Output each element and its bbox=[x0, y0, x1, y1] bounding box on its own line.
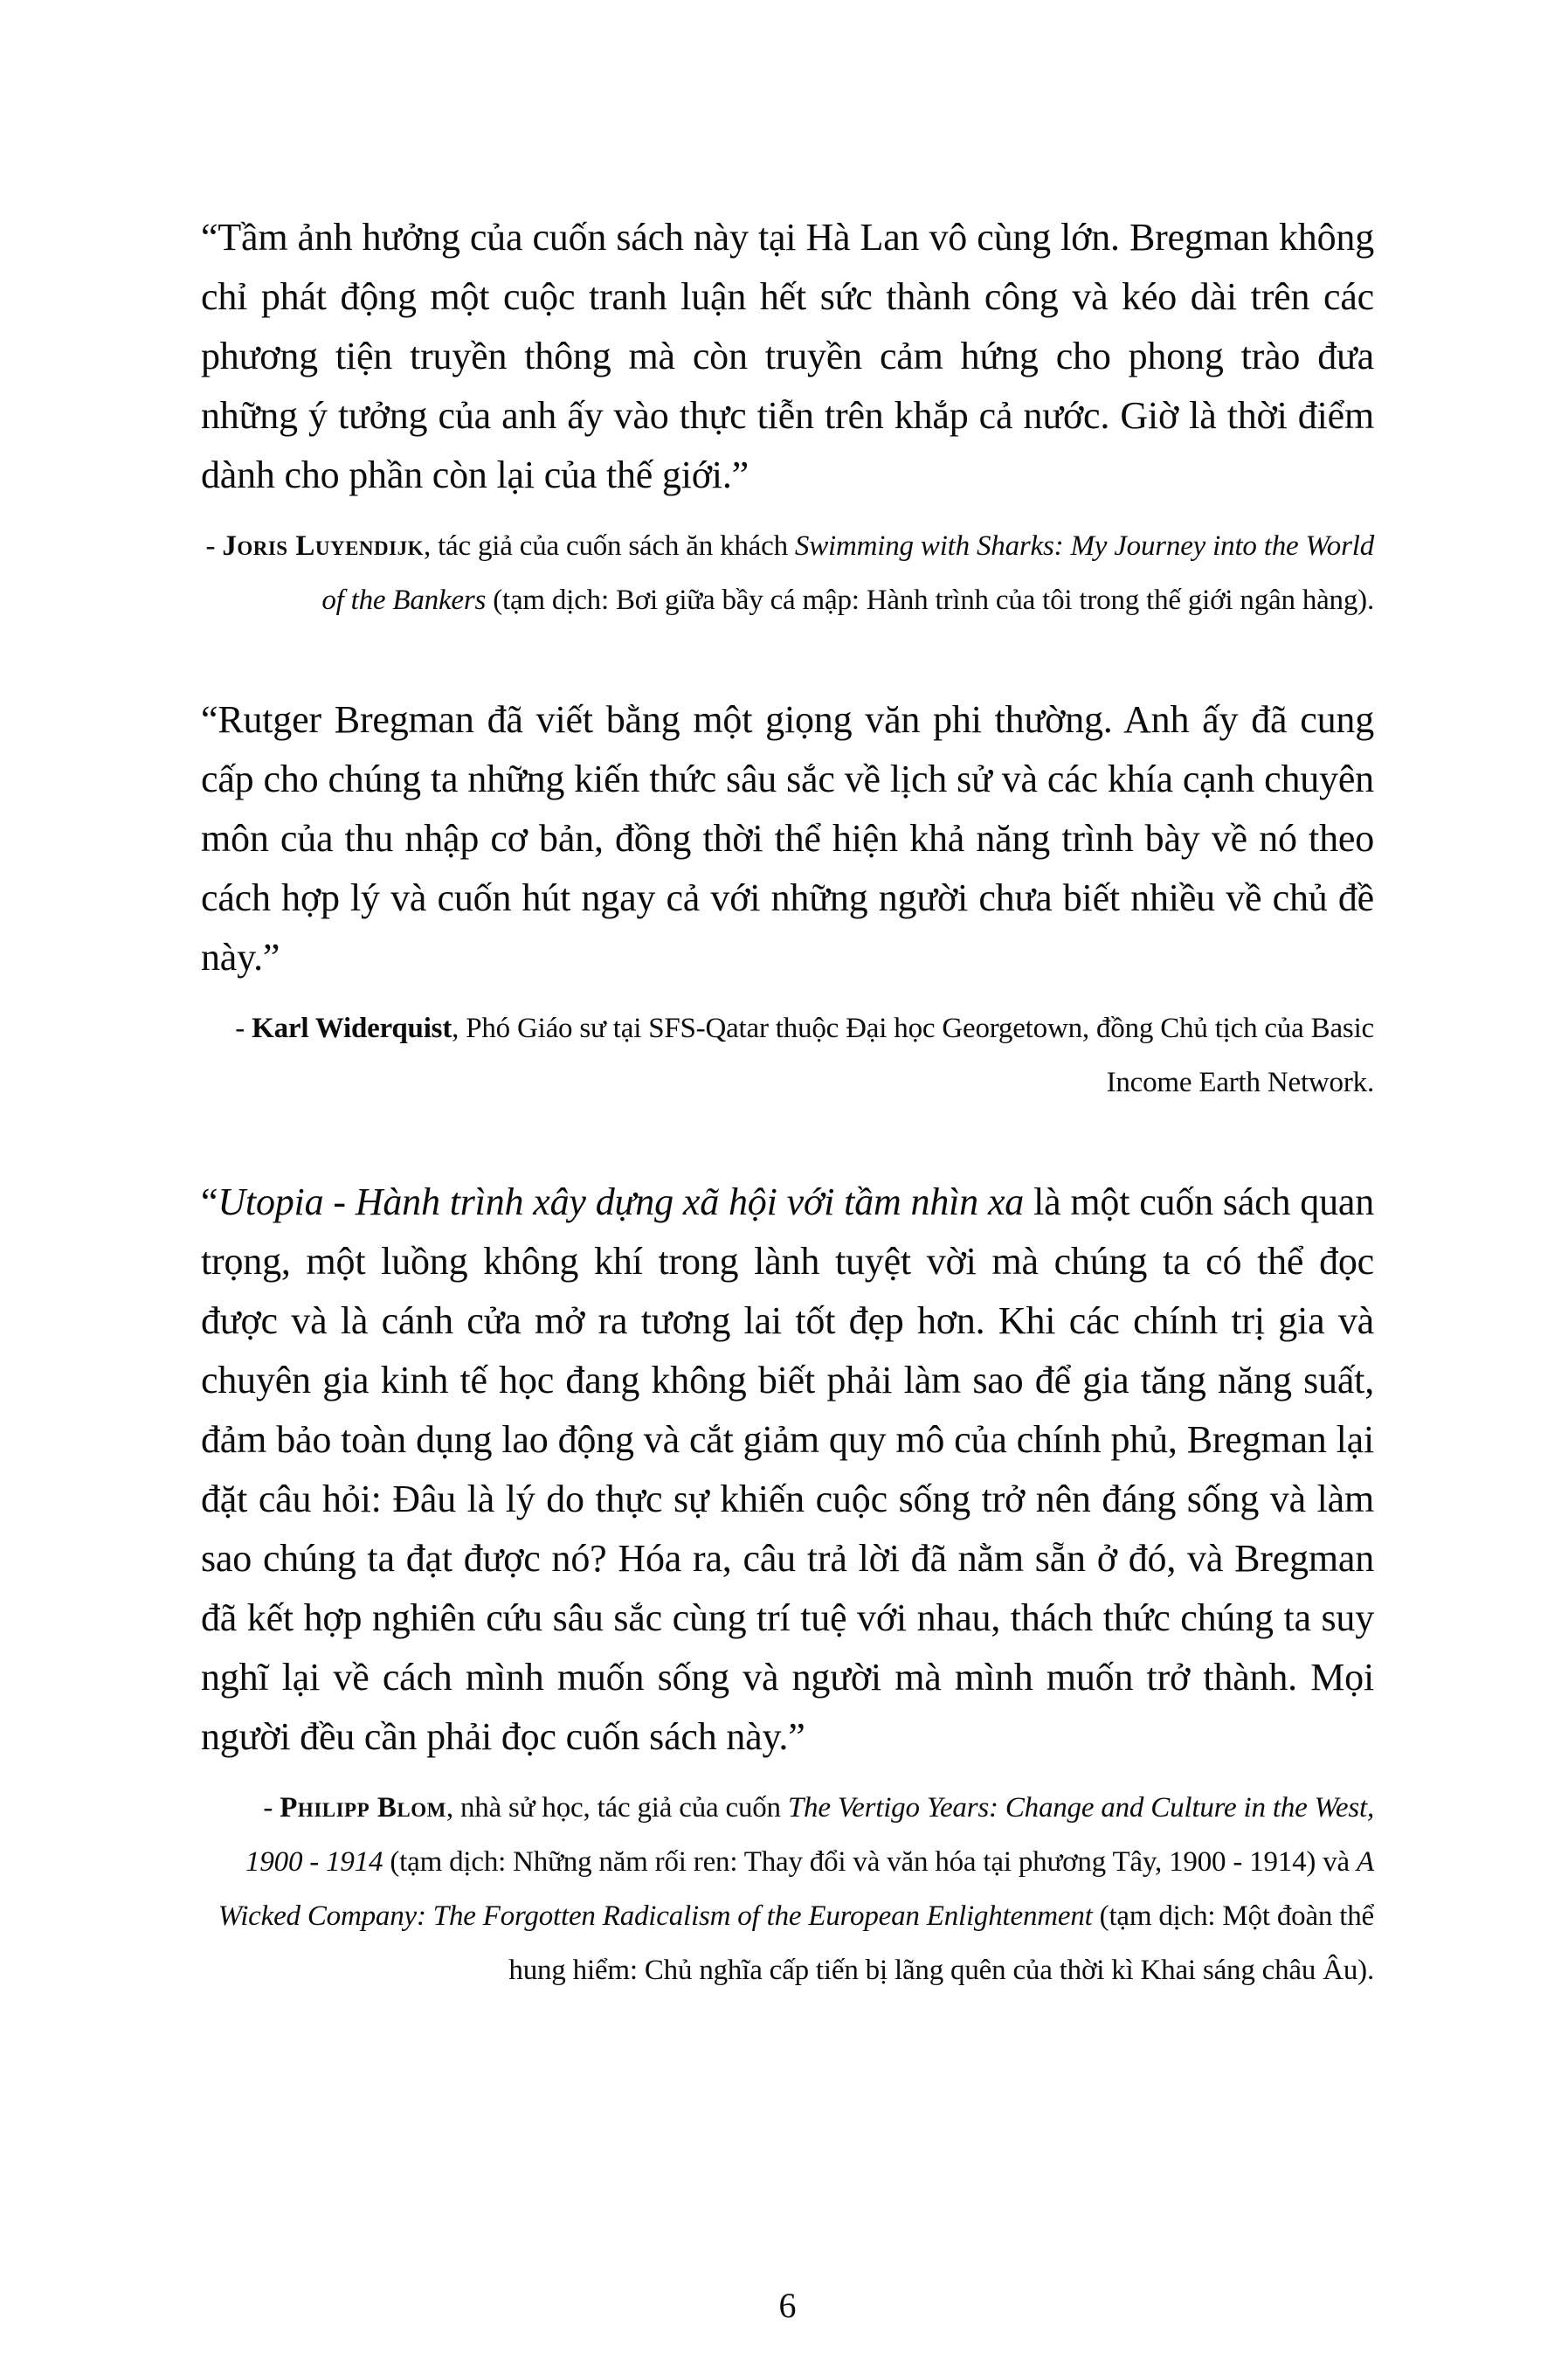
text-segment-normal: , nhà sử học, tác giả của cuốn bbox=[446, 1792, 788, 1824]
text-segment-normal: , Phó Giáo sư tại SFS-Qatar thuộc Đại học Georgetown, đồng Chủ tịch của Basic Income Earth Network. bbox=[452, 1013, 1374, 1098]
text-segment-normal: - bbox=[205, 530, 223, 562]
page-number: 6 bbox=[778, 2286, 797, 2325]
quote-2-attribution bbox=[201, 1001, 1374, 1110]
text-segment-italic: Swimming with Sharks: My Journey into the World of the Bankers bbox=[321, 530, 1374, 616]
text-segment-bold-smallcaps: Joris Luyendijk bbox=[222, 530, 424, 562]
text-segment-normal: - bbox=[235, 1013, 252, 1044]
text-segment-normal: (tạm dịch: Bơi giữa bầy cá mập: Hành trình của tôi trong thế giới ngân hàng). bbox=[486, 585, 1374, 616]
text-segment-italic: A Wicked Company: The Forgotten Radicalism of the European Enlightenment bbox=[218, 1846, 1374, 1932]
text-segment-normal: (tạm dịch: Một đoàn thể hung hiểm: Chủ nghĩa cấp tiến bị lãng quên của thời kì Khai sáng châu Âu). bbox=[508, 1900, 1374, 1986]
text-segment-bold: Karl Widerquist bbox=[252, 1013, 452, 1044]
text-segment-italic: The Vertigo Years: Change and Culture in the West, 1900 - 1914 bbox=[245, 1792, 1374, 1878]
quote-block-1 bbox=[201, 208, 1374, 627]
quote-3-text bbox=[201, 1173, 1374, 1767]
text-segment-normal: “ bbox=[201, 1180, 218, 1223]
quote-block-2 bbox=[201, 690, 1374, 1110]
page-footer bbox=[201, 2288, 1374, 2374]
quote-2-text bbox=[201, 690, 1374, 987]
quote-1-text bbox=[201, 208, 1374, 505]
quote-1-attribution bbox=[201, 519, 1374, 627]
text-segment-normal: “Rutger Bregman đã viết bằng một giọng văn phi thường. Anh ấy đã cung cấp cho chúng ta những kiến thức sâu sắc về lịch sử và các khía cạnh chuyên môn của thu nhập cơ bản, đồng thời thể hiện khả năng trình bày về nó theo cách hợp lý và cuốn hút ngay cả với những người chưa biết nhiều về chủ đề này.” bbox=[201, 698, 1374, 979]
text-segment-italic: Utopia - Hành trình xây dựng xã hội với tầm nhìn xa bbox=[218, 1180, 1025, 1223]
text-segment-normal: , tác giả của cuốn sách ăn khách bbox=[423, 530, 795, 562]
text-segment-normal: (tạm dịch: Những năm rối ren: Thay đổi và văn hóa tại phương Tây, 1900 - 1914) và bbox=[383, 1846, 1357, 1878]
text-segment-normal: - bbox=[263, 1792, 280, 1824]
quote-block-3 bbox=[201, 1173, 1374, 1997]
quote-3-attribution bbox=[201, 1781, 1374, 1997]
text-segment-bold-smallcaps: Philipp Blom bbox=[280, 1792, 446, 1824]
text-segment-normal: “Tầm ảnh hưởng của cuốn sách này tại Hà Lan vô cùng lớn. Bregman không chỉ phát động một cuộc tranh luận hết sức thành công và kéo dài trên các phương tiện truyền thông mà còn truyền cảm hứng cho phong trào đưa những ý tưởng của anh ấy vào thực tiễn trên khắp cả nước. Giờ là thời điểm dành cho phần còn lại của thế giới.” bbox=[201, 216, 1374, 496]
text-segment-normal: là một cuốn sách quan trọng, một luồng không khí trong lành tuyệt vời mà chúng ta có thể đọc được và là cánh cửa mở ra tương lai tốt đẹp hơn. Khi các chính trị gia và chuyên gia kinh tế học đang không biết phải làm sao để gia tăng năng suất, đảm bảo toàn dụng lao động và cắt giảm quy mô của chính phủ, Bregman lại đặt câu hỏi: Đâu là lý do thực sự khiến cuộc sống trở nên đáng sống và làm sao chúng ta đạt được nó? Hóa ra, câu trả lời đã nằm sẵn ở đó, và Bregman đã kết hợp nghiên cứu sâu sắc cùng trí tuệ với nhau, thách thức chúng ta suy nghĩ lại về cách mình muốn sống và người mà mình muốn trở thành. Mọi người đều cần phải đọc cuốn sách này.” bbox=[201, 1180, 1375, 1758]
